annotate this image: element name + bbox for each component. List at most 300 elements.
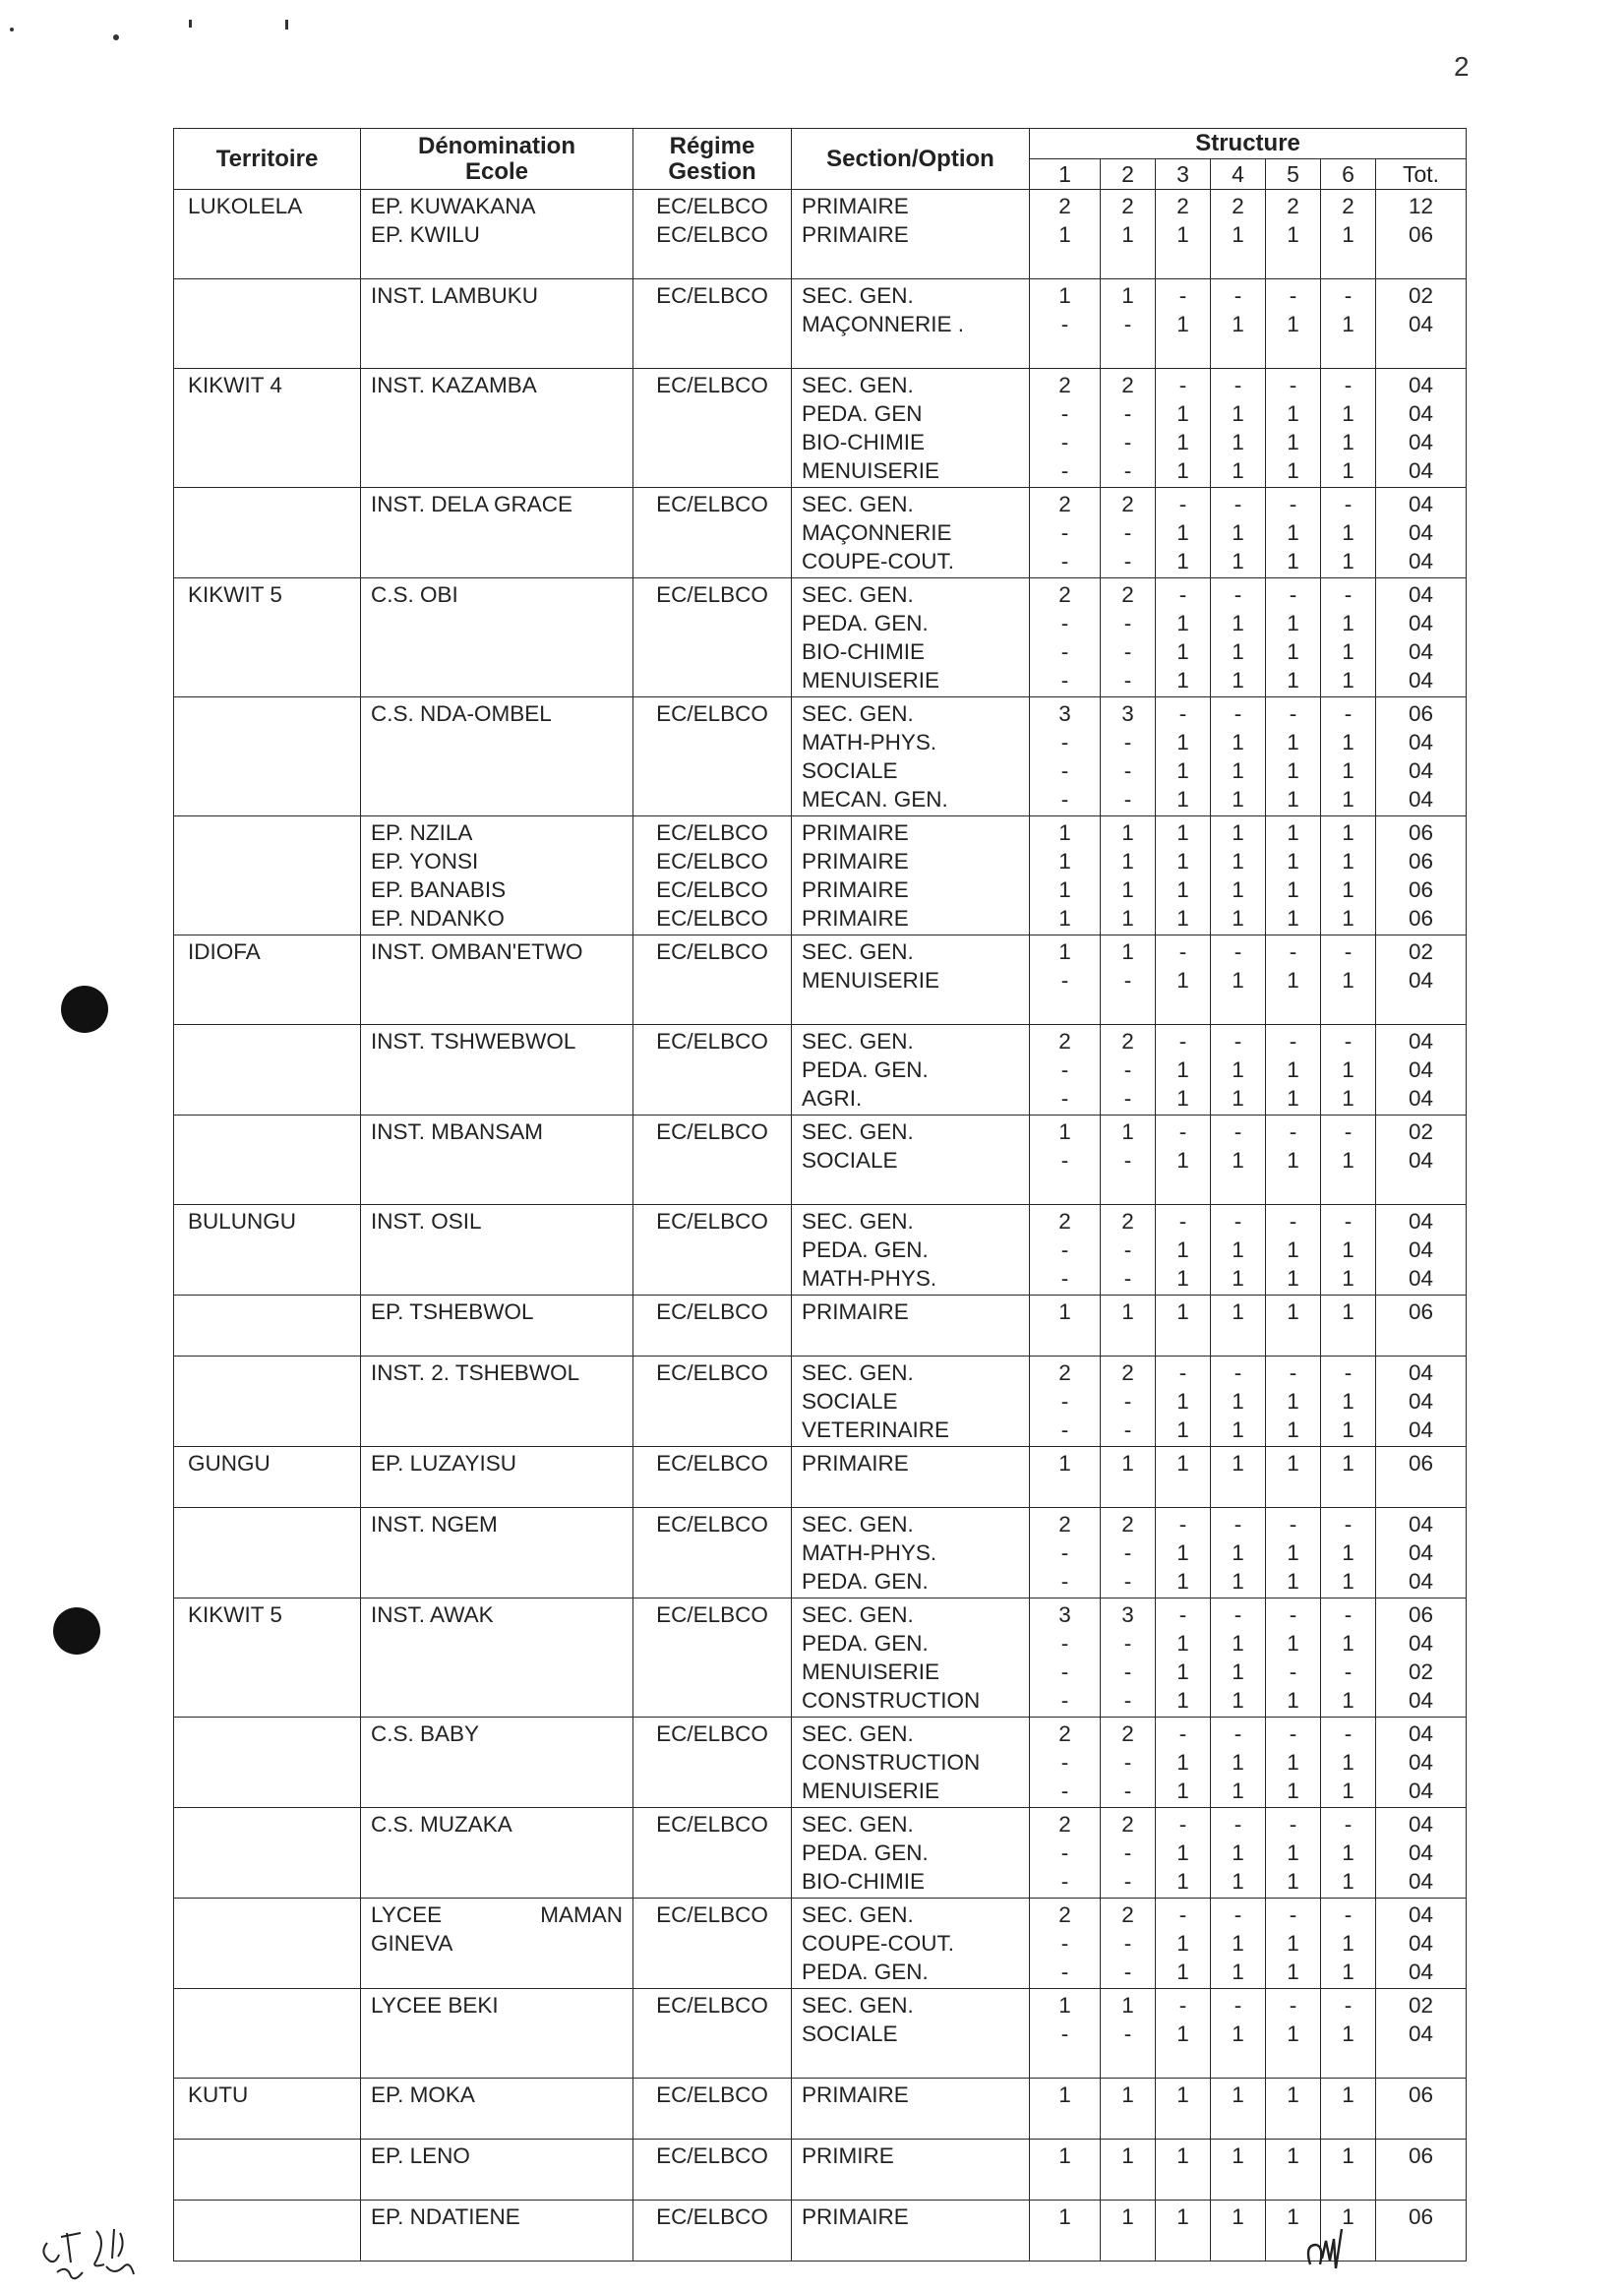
header-denomination-line2: Ecole <box>464 157 529 185</box>
grade-4-text: - <box>1233 1029 1242 1054</box>
grade-1-text: 2 <box>1058 373 1071 397</box>
grade-4-text: - <box>1233 582 1242 607</box>
section-text: PRIMAIRE <box>802 1299 909 1324</box>
grade-6-cell <box>1321 369 1376 488</box>
section-text: SOCIALE <box>802 758 898 783</box>
total-text: 06 <box>1409 820 1434 845</box>
grade-5-text: - <box>1289 1360 1297 1385</box>
grade-3-text: 1 <box>1176 1237 1189 1262</box>
total-cell <box>1376 1205 1467 1296</box>
total-text: 06 <box>1409 2143 1434 2168</box>
grade-1-text: 3 <box>1058 701 1071 726</box>
grade-1-text: - <box>1060 401 1069 426</box>
grade-4-text: 1 <box>1232 849 1244 874</box>
total-cell <box>1376 1989 1467 2079</box>
total-text: 04 <box>1409 1960 1434 1984</box>
grade-1-text: 2 <box>1058 1360 1071 1385</box>
ecole-cell <box>361 1357 633 1447</box>
ecole-cell <box>361 279 633 369</box>
grade-5-text: 1 <box>1287 1389 1299 1414</box>
grade-4-text: 1 <box>1232 639 1244 664</box>
header-regime <box>633 129 792 190</box>
regime-text: EC/ELBCO <box>656 1029 768 1054</box>
section-cell <box>792 935 1030 1025</box>
grade-3-text: 1 <box>1176 1931 1189 1956</box>
territoire-cell <box>174 1808 361 1899</box>
grade-6-cell <box>1321 2079 1376 2140</box>
total-text: 04 <box>1409 1057 1434 1082</box>
section-text: SOCIALE <box>802 1389 898 1414</box>
ecole-cell <box>361 697 633 816</box>
grade-4-cell <box>1211 935 1266 1025</box>
grade-2-text: - <box>1123 1750 1132 1775</box>
territoire-cell <box>174 369 361 488</box>
grade-6-text: 1 <box>1342 1266 1354 1291</box>
ecole-text: INST. OSIL <box>371 1209 482 1234</box>
territoire-cell <box>174 1899 361 1989</box>
section-text: VETERINAIRE <box>802 1417 950 1442</box>
total-text: 04 <box>1409 1086 1434 1111</box>
grade-4-text: - <box>1233 1721 1242 1746</box>
total-text: 04 <box>1409 1631 1434 1656</box>
grade-4-text: 1 <box>1232 1750 1244 1775</box>
section-text: AGRI. <box>802 1086 863 1111</box>
grade-3-text: 1 <box>1176 1688 1189 1713</box>
grade-3-cell <box>1156 1447 1211 1508</box>
regime-cell <box>633 1447 792 1508</box>
total-text: 04 <box>1409 312 1434 336</box>
section-text: PEDA. GEN. <box>802 1057 929 1082</box>
grade-6-text: 1 <box>1342 877 1354 902</box>
territoire-text <box>188 2141 350 2170</box>
header-regime-line1: Régime <box>669 132 755 159</box>
grade-1-cell <box>1030 1718 1101 1808</box>
ecole-cell <box>361 1447 633 1508</box>
total-text: 04 <box>1409 2021 1434 2046</box>
grade-5-text: - <box>1289 283 1297 308</box>
grade-3-text: 1 <box>1176 2204 1189 2229</box>
grade-4-text: 1 <box>1232 758 1244 783</box>
grade-6-text: 1 <box>1342 611 1354 635</box>
regime-text: EC/ELBCO <box>656 820 768 845</box>
grade-1-text: - <box>1060 1960 1069 1984</box>
total-cell <box>1376 578 1467 697</box>
total-text: 06 <box>1409 1299 1434 1324</box>
grade-4-cell <box>1211 2201 1266 2262</box>
grade-2-text: - <box>1123 1631 1132 1656</box>
regime-cell <box>633 816 792 935</box>
total-text: 02 <box>1409 1993 1434 2018</box>
table-row <box>174 935 1467 1025</box>
territoire-text <box>188 490 350 518</box>
grade-5-text: 1 <box>1287 1266 1299 1291</box>
grade-4-cell <box>1211 1296 1266 1357</box>
territoire-text <box>188 1358 350 1387</box>
grade-3-cell <box>1156 2079 1211 2140</box>
table-row <box>174 488 1467 578</box>
grade-3-text: 1 <box>1176 1960 1189 1984</box>
grade-6-cell <box>1321 578 1376 697</box>
total-text: 04 <box>1409 758 1434 783</box>
grade-6-text: 1 <box>1342 1779 1354 1803</box>
grade-2-text: - <box>1123 611 1132 635</box>
grade-2-cell <box>1101 1598 1156 1718</box>
section-text: PRIMIRE <box>802 2143 894 2168</box>
header-section: Section/Option <box>792 129 1030 190</box>
grade-1-text: 1 <box>1058 877 1071 902</box>
grade-2-text: 1 <box>1121 877 1134 902</box>
grade-4-text: 1 <box>1232 1569 1244 1594</box>
section-cell <box>792 1899 1030 1989</box>
grade-4-text: 1 <box>1232 1266 1244 1291</box>
territoire-text <box>188 699 350 728</box>
grade-5-text: 2 <box>1287 194 1299 218</box>
grade-6-cell <box>1321 1718 1376 1808</box>
grade-2-text: - <box>1123 1148 1132 1173</box>
grade-1-text: - <box>1060 1057 1069 1082</box>
grade-6-text: 1 <box>1342 1631 1354 1656</box>
ecole-text: INST. KAZAMBA <box>371 373 537 397</box>
grade-3-text: - <box>1178 939 1187 964</box>
section-cell <box>792 190 1030 279</box>
grade-3-text: 1 <box>1176 1659 1189 1684</box>
grade-3-text: - <box>1178 1209 1187 1234</box>
territoire-text <box>188 1900 350 1929</box>
grade-1-cell <box>1030 1808 1101 1899</box>
grade-6-cell <box>1321 1447 1376 1508</box>
grade-2-text: 1 <box>1121 1299 1134 1324</box>
grade-1-text: 1 <box>1058 1119 1071 1144</box>
territoire-cell <box>174 2140 361 2201</box>
section-text: PEDA. GEN. <box>802 611 929 635</box>
grade-5-text: 1 <box>1287 668 1299 693</box>
grade-3-text: 1 <box>1176 1451 1189 1476</box>
grade-3-text: 1 <box>1176 668 1189 693</box>
total-cell <box>1376 279 1467 369</box>
grade-5-cell <box>1266 1718 1321 1808</box>
grade-5-text: 1 <box>1287 758 1299 783</box>
table-row <box>174 2140 1467 2201</box>
total-text: 04 <box>1409 1417 1434 1442</box>
section-text: CONSTRUCTION <box>802 1750 981 1775</box>
ecole-text: EP. LENO <box>371 2143 470 2168</box>
grade-4-text: 1 <box>1232 968 1244 993</box>
regime-cell <box>633 1718 792 1808</box>
grade-5-text: 1 <box>1287 906 1299 931</box>
regime-text: EC/ELBCO <box>656 1602 768 1627</box>
regime-text: EC/ELBCO <box>656 283 768 308</box>
total-text: 06 <box>1409 222 1434 247</box>
grade-1-text: - <box>1060 639 1069 664</box>
grade-4-text: 1 <box>1232 1960 1244 1984</box>
section-text: PEDA. GEN. <box>802 1960 929 1984</box>
table-row <box>174 1808 1467 1899</box>
total-text: 04 <box>1409 430 1434 454</box>
grade-5-cell <box>1266 279 1321 369</box>
grade-4-text: 1 <box>1232 1237 1244 1262</box>
grade-5-text: 1 <box>1287 1569 1299 1594</box>
grade-2-text: - <box>1123 520 1132 545</box>
territoire-text <box>188 1027 350 1056</box>
grade-6-text: 1 <box>1342 520 1354 545</box>
grade-2-cell <box>1101 1357 1156 1447</box>
total-text: 04 <box>1409 1931 1434 1956</box>
grade-3-cell <box>1156 2140 1211 2201</box>
grade-2-text: - <box>1123 1869 1132 1894</box>
regime-text: EC/ELBCO <box>656 373 768 397</box>
table-row <box>174 2079 1467 2140</box>
grade-4-text: - <box>1233 1119 1242 1144</box>
grade-2-cell <box>1101 1808 1156 1899</box>
grade-4-text: 1 <box>1232 520 1244 545</box>
section-text: PRIMAIRE <box>802 877 909 902</box>
grade-1-text: - <box>1060 1931 1069 1956</box>
section-cell <box>792 1296 1030 1357</box>
regime-text: EC/ELBCO <box>656 222 768 247</box>
total-text: 04 <box>1409 1389 1434 1414</box>
grade-1-cell <box>1030 935 1101 1025</box>
ecole-cell <box>361 1718 633 1808</box>
grade-2-text: - <box>1123 549 1132 573</box>
grade-2-text: - <box>1123 1057 1132 1082</box>
grade-1-text: 1 <box>1058 2204 1071 2229</box>
territoire-text: KIKWIT 4 <box>188 373 282 397</box>
grade-4-text: 1 <box>1232 611 1244 635</box>
grade-1-text: - <box>1060 668 1069 693</box>
grade-3-text: 1 <box>1176 1779 1189 1803</box>
grade-5-cell <box>1266 1205 1321 1296</box>
grade-5-cell <box>1266 369 1321 488</box>
total-cell <box>1376 1357 1467 1447</box>
grade-5-text: 1 <box>1287 1840 1299 1865</box>
grade-1-text: - <box>1060 1779 1069 1803</box>
grade-1-text: - <box>1060 1869 1069 1894</box>
grade-5-text: 1 <box>1287 312 1299 336</box>
grade-4-text: 1 <box>1232 549 1244 573</box>
section-text: MAÇONNERIE . <box>802 312 965 336</box>
regime-text: EC/ELBCO <box>656 1451 768 1476</box>
section-text: PRIMAIRE <box>802 2204 909 2229</box>
territoire-cell <box>174 816 361 935</box>
grade-6-text: - <box>1344 283 1353 308</box>
grade-6-text: 1 <box>1342 549 1354 573</box>
grade-1-text: - <box>1060 1086 1069 1111</box>
handwritten-signature-right <box>1300 2225 1359 2284</box>
grade-4-text: 1 <box>1232 1086 1244 1111</box>
regime-text: EC/ELBCO <box>656 1209 768 1234</box>
grade-2-cell <box>1101 1989 1156 2079</box>
grade-6-text: 1 <box>1342 401 1354 426</box>
grade-2-text: - <box>1123 730 1132 754</box>
grade-6-text: 1 <box>1342 2021 1354 2046</box>
grade-2-text: 2 <box>1121 194 1134 218</box>
grade-5-cell <box>1266 1296 1321 1357</box>
grade-4-text: 1 <box>1232 2021 1244 2046</box>
grade-1-cell <box>1030 1447 1101 1508</box>
grade-1-cell <box>1030 1508 1101 1598</box>
grade-1-cell <box>1030 1116 1101 1205</box>
grade-3-text: - <box>1178 701 1187 726</box>
section-text: BIO-CHIMIE <box>802 1869 926 1894</box>
grade-6-cell <box>1321 2140 1376 2201</box>
territoire-cell <box>174 1205 361 1296</box>
grade-2-text: - <box>1123 639 1132 664</box>
grade-1-text: - <box>1060 730 1069 754</box>
grade-1-text: - <box>1060 312 1069 336</box>
grade-2-text: 2 <box>1121 492 1134 516</box>
territoire-cell <box>174 2079 361 2140</box>
total-text: 04 <box>1409 1360 1434 1385</box>
section-text: PRIMAIRE <box>802 906 909 931</box>
grade-5-cell <box>1266 1357 1321 1447</box>
grade-6-text: - <box>1344 1360 1353 1385</box>
grade-5-cell <box>1266 1598 1321 1718</box>
grade-6-text: 1 <box>1342 820 1354 845</box>
grade-3-text: 1 <box>1176 458 1189 483</box>
territoire-cell <box>174 1025 361 1116</box>
grade-4-text: 1 <box>1232 430 1244 454</box>
grade-5-text: - <box>1289 701 1297 726</box>
grade-2-text: - <box>1123 1417 1132 1442</box>
grade-2-cell <box>1101 578 1156 697</box>
total-text: 06 <box>1409 1451 1434 1476</box>
total-text: 04 <box>1409 1688 1434 1713</box>
grade-1-text: 1 <box>1058 906 1071 931</box>
territoire-cell <box>174 190 361 279</box>
regime-cell <box>633 369 792 488</box>
total-cell <box>1376 935 1467 1025</box>
grade-3-cell <box>1156 1718 1211 1808</box>
grade-1-text: 3 <box>1058 1602 1071 1627</box>
header-regime-line2: Gestion <box>668 157 756 185</box>
regime-text: EC/ELBCO <box>656 1512 768 1537</box>
grade-5-text: - <box>1289 582 1297 607</box>
grade-5-text: 1 <box>1287 549 1299 573</box>
grade-2-text: 1 <box>1121 939 1134 964</box>
territoire-cell <box>174 1598 361 1718</box>
total-text: 04 <box>1409 492 1434 516</box>
grade-5-text: 1 <box>1287 1417 1299 1442</box>
section-text: MATH-PHYS. <box>802 730 937 754</box>
grade-3-cell <box>1156 1808 1211 1899</box>
grade-5-text: 1 <box>1287 730 1299 754</box>
grade-3-text: - <box>1178 582 1187 607</box>
grade-5-text: 1 <box>1287 1451 1299 1476</box>
regime-text: EC/ELBCO <box>656 1721 768 1746</box>
grade-5-text: 1 <box>1287 968 1299 993</box>
grade-6-text: 1 <box>1342 1569 1354 1594</box>
table-row <box>174 279 1467 369</box>
territoire-text <box>188 281 350 310</box>
regime-text: EC/ELBCO <box>656 1119 768 1144</box>
regime-cell <box>633 2201 792 2262</box>
grade-3-text: - <box>1178 1360 1187 1385</box>
grade-2-cell <box>1101 697 1156 816</box>
grade-1-cell <box>1030 578 1101 697</box>
ecole-cell <box>361 488 633 578</box>
regime-cell <box>633 190 792 279</box>
total-text: 04 <box>1409 401 1434 426</box>
grade-6-text: 1 <box>1342 1688 1354 1713</box>
section-text: SEC. GEN. <box>802 1119 914 1144</box>
grade-1-text: - <box>1060 1417 1069 1442</box>
regime-text: EC/ELBCO <box>656 1902 768 1927</box>
grade-6-text: 1 <box>1342 1057 1354 1082</box>
page-number: 2 <box>1454 51 1470 82</box>
grade-4-text: 1 <box>1232 906 1244 931</box>
grade-2-cell <box>1101 190 1156 279</box>
grade-4-cell <box>1211 1447 1266 1508</box>
grade-3-cell <box>1156 1899 1211 1989</box>
grade-4-text: - <box>1233 1602 1242 1627</box>
section-text: SEC. GEN. <box>802 1721 914 1746</box>
grade-2-text: 2 <box>1121 582 1134 607</box>
grade-6-text: - <box>1344 1119 1353 1144</box>
total-text: 04 <box>1409 1512 1434 1537</box>
grade-2-cell <box>1101 2140 1156 2201</box>
grade-6-text: - <box>1344 1659 1353 1684</box>
grade-2-cell <box>1101 1447 1156 1508</box>
grade-5-text: 1 <box>1287 1869 1299 1894</box>
grade-1-text: - <box>1060 1389 1069 1414</box>
grade-6-text: 1 <box>1342 730 1354 754</box>
total-text: 02 <box>1409 1119 1434 1144</box>
grade-5-cell <box>1266 1025 1321 1116</box>
schools-table <box>173 128 1467 2262</box>
grade-2-text: 2 <box>1121 1512 1134 1537</box>
territoire-cell <box>174 1447 361 1508</box>
grade-2-text: 1 <box>1121 2204 1134 2229</box>
grade-4-text: 1 <box>1232 458 1244 483</box>
territoire-text: IDIOFA <box>188 939 261 964</box>
grade-4-text: 1 <box>1232 2082 1244 2107</box>
ecole-text: EP. NDATIENE <box>371 2204 520 2229</box>
grade-2-text: - <box>1123 1389 1132 1414</box>
grade-1-text: - <box>1060 1688 1069 1713</box>
grade-5-text: - <box>1289 1119 1297 1144</box>
territoire-text <box>188 1297 350 1326</box>
grade-5-cell <box>1266 488 1321 578</box>
header-denomination-line1: Dénomination <box>418 132 575 159</box>
regime-text: EC/ELBCO <box>656 906 768 931</box>
grade-2-text: 1 <box>1121 2082 1134 2107</box>
territoire-text: KIKWIT 5 <box>188 582 282 607</box>
grade-2-text: - <box>1123 1237 1132 1262</box>
section-text: COUPE-COUT. <box>802 549 955 573</box>
grade-1-text: 2 <box>1058 582 1071 607</box>
grade-3-cell <box>1156 1357 1211 1447</box>
grade-6-text: 1 <box>1342 2082 1354 2107</box>
grade-4-text: 1 <box>1232 1779 1244 1803</box>
grade-4-text: - <box>1233 939 1242 964</box>
grade-3-text: 1 <box>1176 1057 1189 1082</box>
section-text: MENUISERIE <box>802 1659 940 1684</box>
total-cell <box>1376 369 1467 488</box>
grade-3-text: 1 <box>1176 1750 1189 1775</box>
ecole-text: EP. NZILA <box>371 820 473 845</box>
table-row <box>174 1718 1467 1808</box>
grade-1-text: - <box>1060 787 1069 812</box>
territoire-cell <box>174 578 361 697</box>
total-text: 04 <box>1409 1266 1434 1291</box>
ecole-cell <box>361 578 633 697</box>
regime-cell <box>633 1205 792 1296</box>
ecole-text: EP. NDANKO <box>371 906 505 931</box>
grade-4-cell <box>1211 578 1266 697</box>
grade-6-text: - <box>1344 492 1353 516</box>
ecole-cell <box>361 1116 633 1205</box>
grade-4-text: 1 <box>1232 312 1244 336</box>
